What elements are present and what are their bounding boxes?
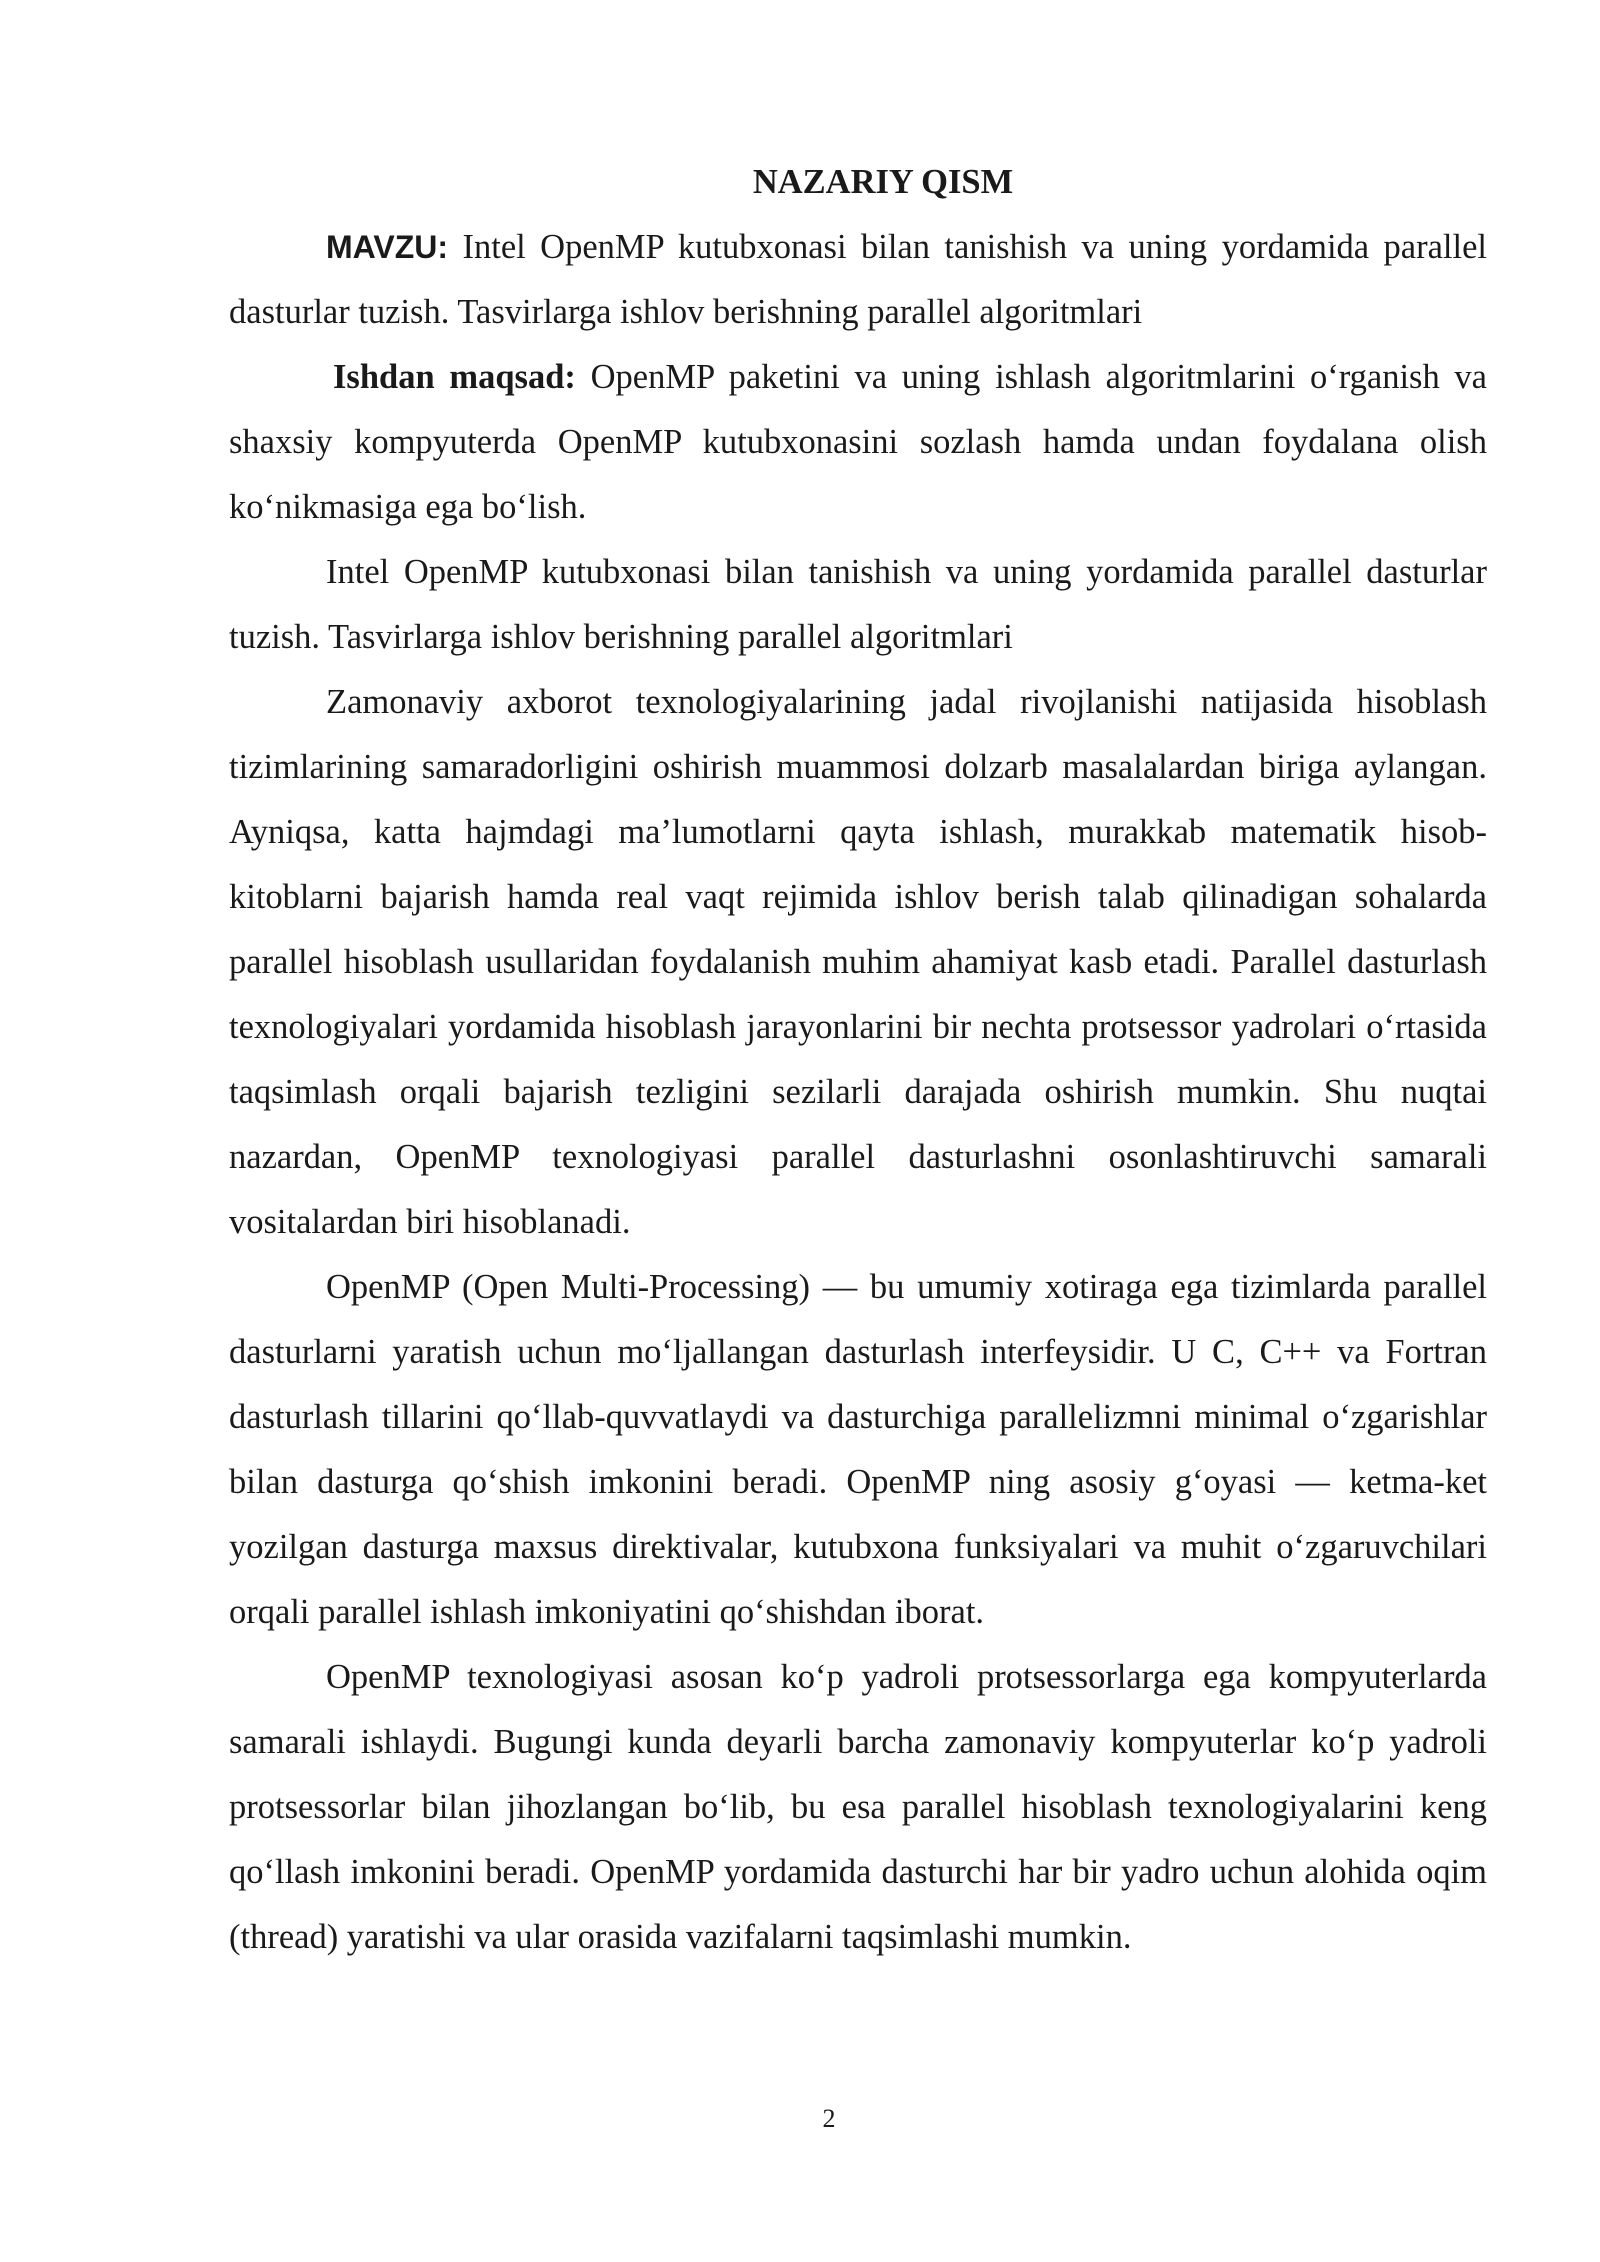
topic-label: MAVZU: (326, 229, 449, 265)
topic-text: Intel OpenMP kutubxonasi bilan tanishish va uning yordamida parallel dasturlar tuzish. Tasvirlarga ishlov berishning parallel algoritmlari (229, 228, 1487, 331)
body-paragraph: Intel OpenMP kutubxonasi bilan tanishish va uning yordamida parallel dasturlar tuzish. Tasvirlarga ishlov berishning parallel algoritmlari (229, 553, 1487, 656)
goal-paragraph (229, 345, 1487, 540)
document-page (229, 150, 1487, 1970)
body-paragraph: OpenMP (Open Multi-Processing) — bu umumiy xotiraga ega tizimlarda parallel dasturlarni yaratish uchun mo‘ljallangan dasturlash interfeysidir. U C, C++ va Fortran dasturlash tillarini qo‘llab-quvvatlaydi va dasturchiga parallelizmni minimal o‘zgarishlar bilan dasturga qo‘shish imkonini beradi. OpenMP ning asosiy g‘oyasi — ketma-ket yozilgan dasturga maxsus direktivalar, kutubxona funksiyalari va muhit o‘zgaruvchilari orqali parallel ishlash imkoniyatini qo‘shishdan iborat. (229, 1268, 1487, 1631)
page-number: 2 (822, 2104, 836, 2133)
topic-paragraph (229, 215, 1487, 345)
body-paragraph: OpenMP texnologiyasi asosan ko‘p yadroli protsessorlarga ega kompyuterlarda samarali ishlaydi. Bugungi kunda deyarli barcha zamonaviy kompyuterlar ko‘p yadroli protsessorlar bilan jihozlangan bo‘lib, bu esa parallel hisoblash texnologiyalarini keng qo‘llash imkonini beradi. OpenMP yordamida dasturchi har bir yadro uchun alohida oqim (thread) yaratishi va ular orasida vazifalarni taqsimlashi mumkin. (229, 1658, 1487, 1956)
goal-label: Ishdan maqsad: (333, 358, 576, 396)
goal-text: OpenMP paketini va uning ishlash algoritmlarini o‘rganish va shaxsiy kompyuterda OpenMP kutubxonasini sozlash hamda undan foydalana olish ko‘nikmasiga ega bo‘lish. (229, 358, 1487, 526)
body-paragraph: Zamonaviy axborot texnologiyalarining jadal rivojlanishi natijasida hisoblash tizimlarining samaradorligini oshirish muammosi dolzarb masalalardan biriga aylangan. Ayniqsa, katta hajmdagi ma’lumotlarni qayta ishlash, murakkab matematik hisob-kitoblarni bajarish hamda real vaqt rejimida ishlov berish talab qilinadigan sohalarda parallel hisoblash usullaridan foydalanish muhim ahamiyat kasb etadi. Parallel dasturlash texnologiyalari yordamida hisoblash jarayonlarini bir nechta protsessor yadrolari o‘rtasida taqsimlash orqali bajarish tezligini sezilarli darajada oshirish mumkin. Shu nuqtai nazardan, OpenMP texnologiyasi parallel dasturlashni osonlashtiruvchi samarali vositalardan biri hisoblanadi. (229, 683, 1487, 1241)
document-title: NAZARIY QISM (752, 163, 1014, 201)
